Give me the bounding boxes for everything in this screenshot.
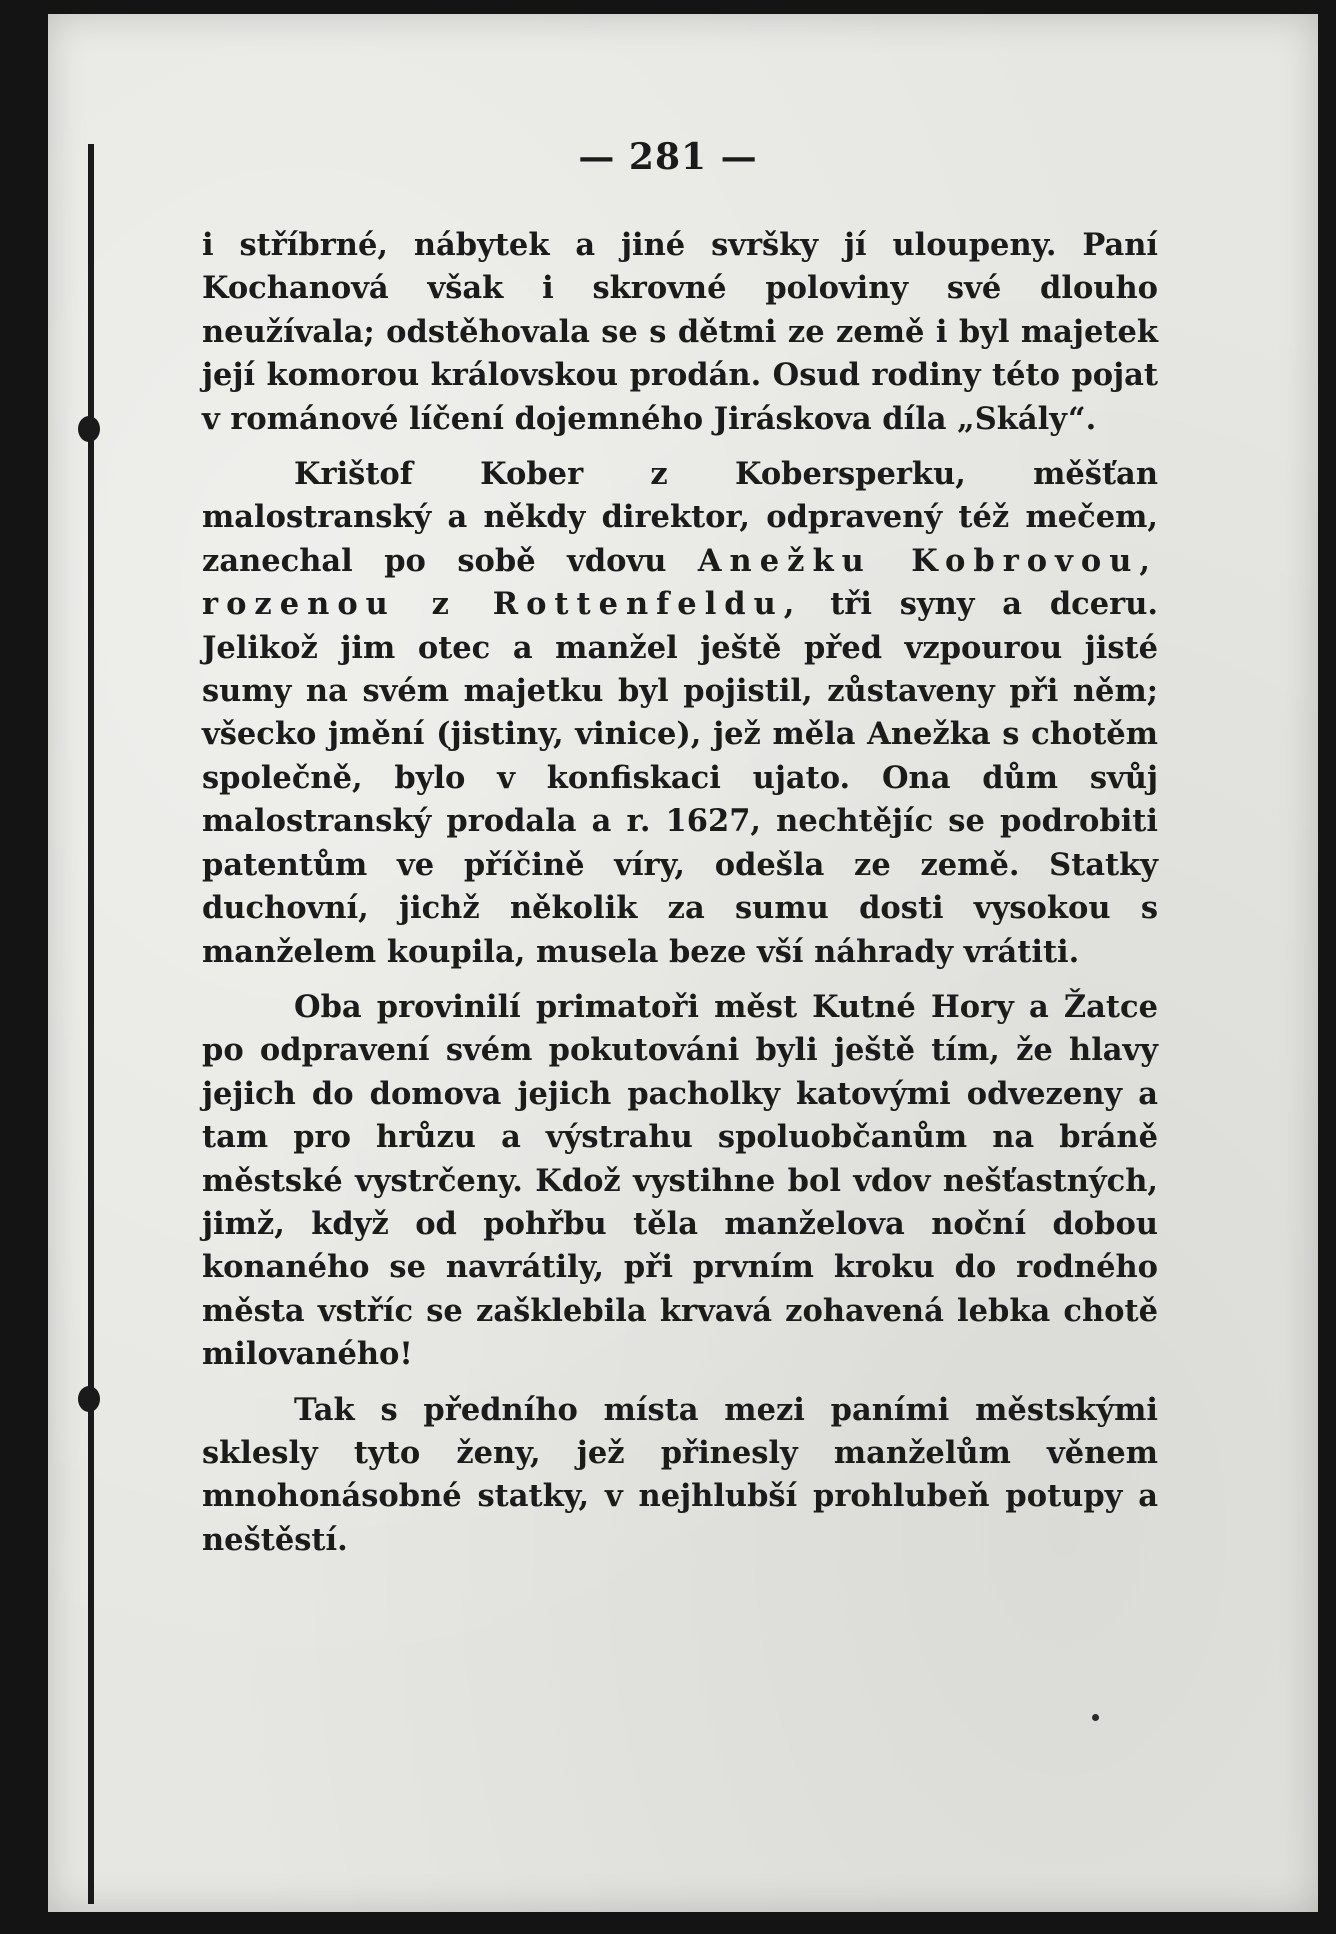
page-number: — 281 — (578, 136, 758, 178)
binding-hole (78, 416, 100, 442)
binding-hole (78, 1386, 100, 1412)
paragraph: Tak s předního místa mezi paními městskými sklesly tyto ženy, jež přinesly manželům věnem mnohonásobné statky, v nejhlubší prohlubeň potupy a neštěstí. (202, 1391, 1158, 1558)
spaced-name: Anežku Kobrovou, rozenou z Rottenfeldu, (202, 542, 1159, 623)
binding-edge (88, 144, 94, 1904)
paragraph: Oba provinilí primatoři měst Kutné Hory a Žatce po odpravení svém pokutováni byli ještě tím, že hlavy jejich do domova jejich pacholky katovými odvezeny a tam pro hrůzu a výstrahu spoluobčanům na bráně městské vystrčeny. Kdož vystihne bol vdov nešťastných, jimž, když od pohřbu těla manželova noční dobou konaného se navrátily, při prvním kroku do rodného města vstříc se zašklebila krvavá zohavená lebka chotě milovaného! (202, 988, 1158, 1373)
paragraph (202, 453, 1158, 974)
paragraph-text: Krištof Kober z Kobersperku, měšťan malostranský a někdy direktor, odpravený též mečem, zanechal po sobě vdovu (202, 456, 1158, 579)
page-text (202, 224, 1158, 1574)
paper-speck (1092, 1714, 1099, 1721)
paragraph-text: tři syny a dceru. Jelikož jim otec a manžel ještě před vzpourou jisté sumy na svém majetku byl pojistil, zůstaveny při něm; všecko jmění (jistiny, vinice), jež měla Anežka s chotěm společně, bylo v konfiskaci ujato. Ona dům svůj malostranský prodala a r. 1627, nechtějíc se podrobiti patentům ve příčině víry, odešla ze země. Statky duchovní, jichž několik za sumu dosti vysokou s manželem koupila, musela beze vší náhrady vrátiti. (202, 586, 1158, 970)
paragraph: i stříbrné, nábytek a jiné svršky jí uloupeny. Paní Kochanová však i skrovné poloviny své dlouho neužívala; odstěhovala se s dětmi ze země i byl majetek její komorou královskou prodán. Osud rodiny této pojat v románové líčení dojemného Jiráskova díla „Skály“. (202, 227, 1158, 437)
